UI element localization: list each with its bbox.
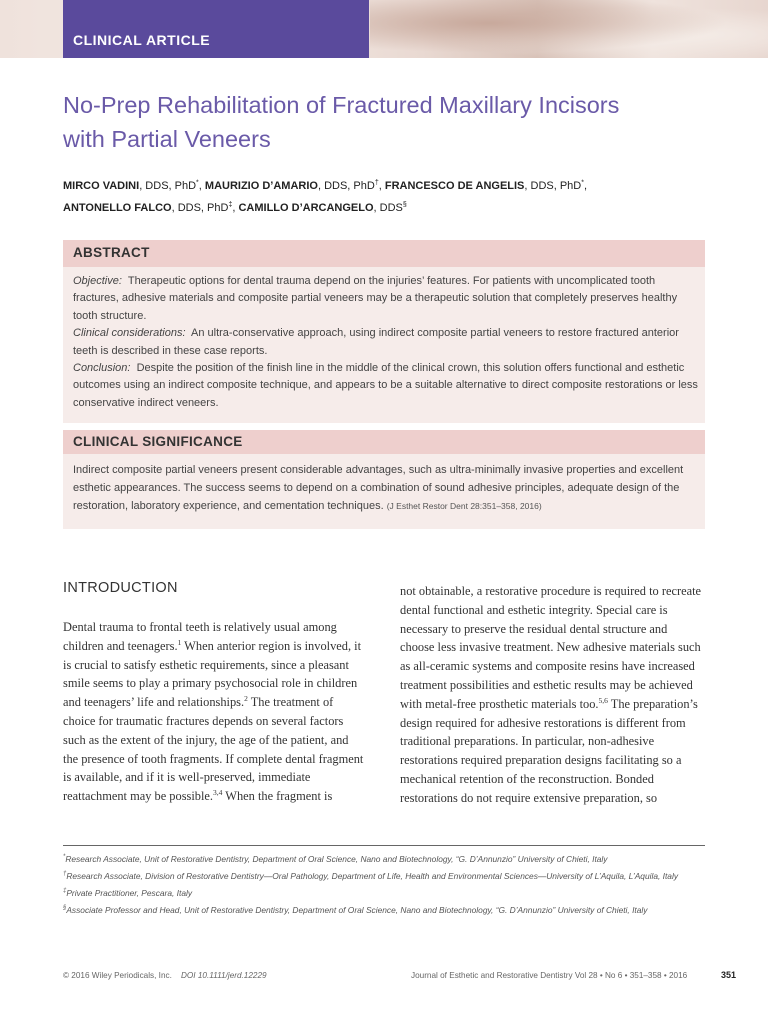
conclusion-label: Conclusion:: [73, 362, 131, 375]
paragraph: not obtainable, a restorative procedure is required to recreate dental functional and esthetic integrity. Special care is necessary to preserve the residual dental structure and choose less invasive treatment. New adhesive materials such as all-ceramic systems and composite resins have increased treatment possibilities and esthetic results may be achieved with metal-free prosthetic materials too.$^{5,6}$ The preparation’s design required for adhesive restorations is different from traditional preparations. In particular, non-adhesive restorations required preparation designs facilitating so a mechanical retention of the reconstruction. Bonded restorations do not require extensive preparation, so: [400, 584, 702, 805]
footnote: ‡Private Practitioner, Pescara, Italy: [63, 887, 193, 898]
clinical-label: Clinical considerations:: [73, 327, 186, 340]
journal-info: Journal of Esthetic and Restorative Dentistry Vol 28 • No 6 • 351–358 • 2016: [411, 971, 688, 980]
significance-text: Indirect composite partial veneers present considerable advantages, such as ultra-minimally invasive properties and excellent esthetic appearances. The success seems to depend on a combination of sound adhesive principles, adequate design of the restoration, laboratory experience, and cementation techniques.: [73, 464, 684, 512]
citation: (J Esthet Restor Dent 28:351–358, 2016): [386, 501, 542, 511]
introduction-heading: INTRODUCTION: [63, 580, 178, 596]
clinical-text: An ultra-conservative approach, using indirect composite partial veneers to restore fractured anterior teeth is described in these case reports.: [73, 327, 679, 357]
objective-text: Therapeutic options for dental trauma depend on the injuries’ features. For patients with uncomplicated tooth fractures, adhesive materials and composite partial veneers may be a therapeutic solution that completely preserves healthy tooth structure.: [73, 275, 678, 322]
abstract-heading-bar: [63, 240, 705, 267]
reference-link[interactable]: 3,4: [213, 788, 223, 798]
significance-box: [63, 430, 705, 529]
footer-left: [63, 971, 267, 980]
copyright: © 2016 Wiley Periodicals, Inc.: [63, 971, 172, 980]
reference-link[interactable]: 2: [244, 694, 248, 704]
abstract-heading: ABSTRACT: [73, 245, 150, 260]
footnote: §Associate Professor and Head, Unit of Restorative Dentistry, Department of Oral Science, Nano and Biotechnology, “G. D’Annunzio” University of Chieti, Italy: [63, 904, 648, 915]
footnote-divider: [63, 845, 705, 846]
significance-heading-bar: [63, 430, 705, 454]
footnote: †Research Associate, Division of Restorative Dentistry—Oral Pathology, Department of Life, Health and Environmental Sciences—University of L’Aquila, L’Aquila, Italy: [63, 870, 679, 881]
footnote: *Research Associate, Unit of Restorative Dentistry, Department of Oral Science, Nano and Biotechnology, “G. D’Annunzio” University of Chieti, Italy: [63, 853, 608, 864]
author: MIRCO VADINI, DDS, PhD*,: [63, 179, 205, 192]
title-line-2: with Partial Veneers: [63, 126, 271, 152]
paragraph: Dental trauma to frontal teeth is relatively usual among children and teenagers.$^1$ When anterior region is involved, it is crucial to satisfy esthetic requirements, since a pleasant smile seems to play a primary psychosocial role in children and teenagers’ life and relationships.$^2$ The treatment of choice for traumatic fractures depends on several factors such as the extent of the injury, the age of the patient, and the presence of tooth fragments. If complete dental fragment is available, and if it is well-preserved, immediate reattachment may be possible.$^{3,4}$ When the fragment is: [63, 620, 364, 804]
abstract-box: [63, 240, 705, 423]
section-label-box: [63, 0, 369, 58]
significance-heading: CLINICAL SIGNIFICANCE: [73, 434, 243, 449]
footnotes: [63, 850, 705, 918]
title-line-1: No-Prep Rehabilitation of Fractured Maxillary Incisors: [63, 92, 620, 118]
body-column-left: [63, 618, 365, 806]
abstract-body: [73, 273, 698, 412]
body-column-right: [400, 582, 702, 808]
conclusion-text: Despite the position of the finish line in the middle of the clinical crown, this solution offers functional and esthetic outcomes using an indirect composite technique, and appears to be a suitable alternative to direct composite restorations or less conservative indirect veneers.: [73, 362, 698, 409]
author: CAMILLO D’ARCANGELO, DDS§: [238, 201, 407, 215]
article-title: [63, 88, 723, 156]
objective-label: Objective:: [73, 275, 122, 287]
author: MAURIZIO D’AMARIO, DDS, PhD†,: [204, 179, 385, 192]
reference-link[interactable]: 1: [177, 637, 182, 647]
section-label: CLINICAL ARTICLE: [73, 32, 211, 48]
banner-photo: [370, 0, 768, 58]
doi-link[interactable]: DOI 10.1111/jerd.12229: [181, 971, 267, 980]
author: ANTONELLO FALCO, DDS, PhD‡,: [63, 201, 239, 215]
reference-link[interactable]: 5,6: [598, 695, 608, 705]
significance-body: [73, 461, 698, 515]
page-number: 351: [721, 970, 737, 980]
author-list: [63, 173, 723, 218]
author: FRANCESCO DE ANGELIS, DDS, PhD*,: [384, 179, 588, 192]
